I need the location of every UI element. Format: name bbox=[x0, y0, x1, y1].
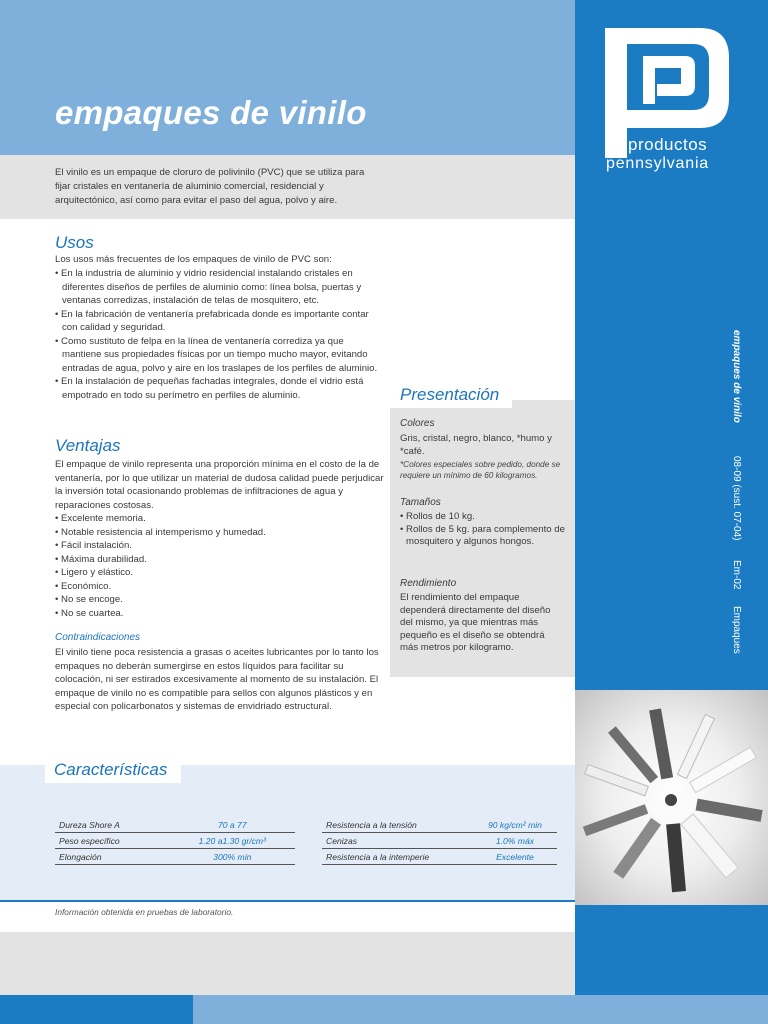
list-item: • Fácil instalación. bbox=[55, 540, 132, 551]
bottom-strip-accent bbox=[0, 995, 193, 1024]
intro-text: El vinilo es un empaque de cloruro de polivinilo (PVC) que se utiliza para fijar cristales en ventanería de aluminio comercial, residencial y arquitectónico, así como para evitar el paso del agua, polvo y aire. bbox=[55, 167, 365, 206]
list-item: • Rollos de 5 kg. para complemento de mosquitero y algunos hongos. bbox=[400, 523, 565, 547]
property-value: 70 a 77 bbox=[170, 817, 295, 833]
list-item: • Excelente memoria. bbox=[55, 513, 146, 524]
page-title: empaques de vinilo bbox=[55, 94, 367, 131]
sidebar-code: Em-02 bbox=[731, 560, 742, 590]
property-label: Resistencia a la intemperie bbox=[322, 849, 473, 865]
property-label: Peso específico bbox=[55, 833, 170, 849]
sidebar-category: Empaques bbox=[731, 606, 742, 654]
rendimiento-text: El rendimiento del empaque dependerá directamente del diseño del mismo, ya que mientras más pequeño es el diseño se obtendrá más metros por kilogramo. bbox=[400, 592, 551, 653]
list-item: • Económico. bbox=[55, 580, 112, 592]
property-label: Dureza Shore A bbox=[55, 817, 170, 833]
contraindicaciones-text: El vinilo tiene poca resistencia a grasas o aceites lubricantes por lo tanto los empaques no deberán sumergirse en estos líquidos para facilitar su colocación, ni ser estirados excesivamente al momento de su instalación. El empaque de vinilo no es compatible para sellos con algunos plásticos y en especial con policarbonatos y sistemas de envidriado estructural. bbox=[55, 647, 379, 712]
table-row bbox=[322, 849, 557, 865]
colores-text: Gris, cristal, negro, blanco, *humo y *café. bbox=[400, 433, 552, 457]
vinyl-profiles-image bbox=[575, 690, 768, 905]
property-value: 1.20 a1.30 gr/cm³ bbox=[170, 833, 295, 849]
property-value: 300% min bbox=[170, 849, 295, 865]
usos-intro: Los usos más frecuentes de los empaques de vinilo de PVC son: bbox=[55, 254, 332, 265]
sidebar-date: 08-09 (sust. 07-04) bbox=[731, 456, 742, 541]
list-item: • Ligero y elástico. bbox=[55, 567, 134, 578]
property-value: 90 kg/cm² min bbox=[473, 817, 557, 833]
table-row bbox=[322, 817, 557, 833]
list-item: • En la industria de aluminio y vidrio residencial instalando cristales en diferentes diseños de perfiles de aluminio como: línea bolsa, puertas y ventanas corredizas, instalación de telas de mosquitero, etc. bbox=[55, 268, 362, 306]
list-item: • No se encoge. bbox=[55, 594, 123, 605]
list-item: • Notable resistencia al intemperismo y humedad. bbox=[55, 526, 266, 538]
footer-grey-band bbox=[0, 932, 575, 995]
colores-note: *Colores especiales sobre pedido, donde se requiere un mínimo de 60 kilogramos. bbox=[400, 460, 561, 480]
ventajas-text: El empaque de vinilo representa una proporción mínima en el costo de la de ventanería, por lo que utilizar un material de dudosa calidad puede perjudicar la inversión total ocasionando problemas de infiltraciones de agua y reparaciones costosas. bbox=[55, 459, 384, 511]
logo-text-pennsylvania: pennsylvania bbox=[606, 155, 709, 172]
ventajas-heading: Ventajas bbox=[55, 436, 121, 455]
colores-heading: Colores bbox=[400, 418, 435, 429]
property-value: Excelente bbox=[473, 849, 557, 865]
footnote: Información obtenida en pruebas de laboratorio. bbox=[55, 907, 234, 917]
table-row bbox=[55, 817, 295, 833]
sidebar-title: empaques de vinilo bbox=[731, 330, 742, 423]
section-divider bbox=[0, 900, 575, 902]
property-label: Cenizas bbox=[322, 833, 473, 849]
logo-text-productos: productos bbox=[628, 135, 708, 154]
ventajas-list bbox=[55, 512, 266, 620]
presentacion-heading: Presentación bbox=[400, 385, 500, 404]
list-item: • No se cuartea. bbox=[55, 607, 124, 619]
table-row bbox=[322, 833, 557, 849]
contraindicaciones-heading: Contraindicaciones bbox=[55, 632, 141, 643]
tamanos-list bbox=[400, 511, 570, 549]
usos-list bbox=[55, 267, 380, 402]
list-item: • Rollos de 10 kg. bbox=[400, 511, 475, 522]
table-row bbox=[55, 833, 295, 849]
table-row bbox=[55, 849, 295, 865]
rendimiento-heading: Rendimiento bbox=[400, 578, 457, 589]
property-value: 1.0% máx bbox=[473, 833, 557, 849]
caracteristicas-table-left bbox=[55, 817, 295, 865]
list-item: • En la instalación de pequeñas fachadas integrales, donde el vidrio está empotrado en todo su perímetro en perfiles de aluminio. bbox=[55, 376, 364, 401]
caracteristicas-heading: Características bbox=[54, 760, 168, 779]
caracteristicas-table-right bbox=[322, 817, 557, 865]
list-item: • En la fabricación de ventanería prefabricada donde es importante contar con calidad y seguridad. bbox=[55, 308, 369, 333]
property-label: Resistencia a la tensión bbox=[322, 817, 473, 833]
list-item: • Como sustituto de felpa en la línea de ventanería corrediza ya que mantiene sus propiedades físicas por un tiempo mucho mayor, evitando entradas de agua, polvo y aire en los traslapes de los perfiles de aluminio. bbox=[55, 335, 378, 374]
tamanos-heading: Tamaños bbox=[400, 497, 441, 508]
list-item: • Máxima durabilidad. bbox=[55, 553, 147, 565]
usos-heading: Usos bbox=[55, 233, 94, 252]
property-label: Elongación bbox=[55, 849, 170, 865]
product-photo bbox=[575, 690, 768, 905]
